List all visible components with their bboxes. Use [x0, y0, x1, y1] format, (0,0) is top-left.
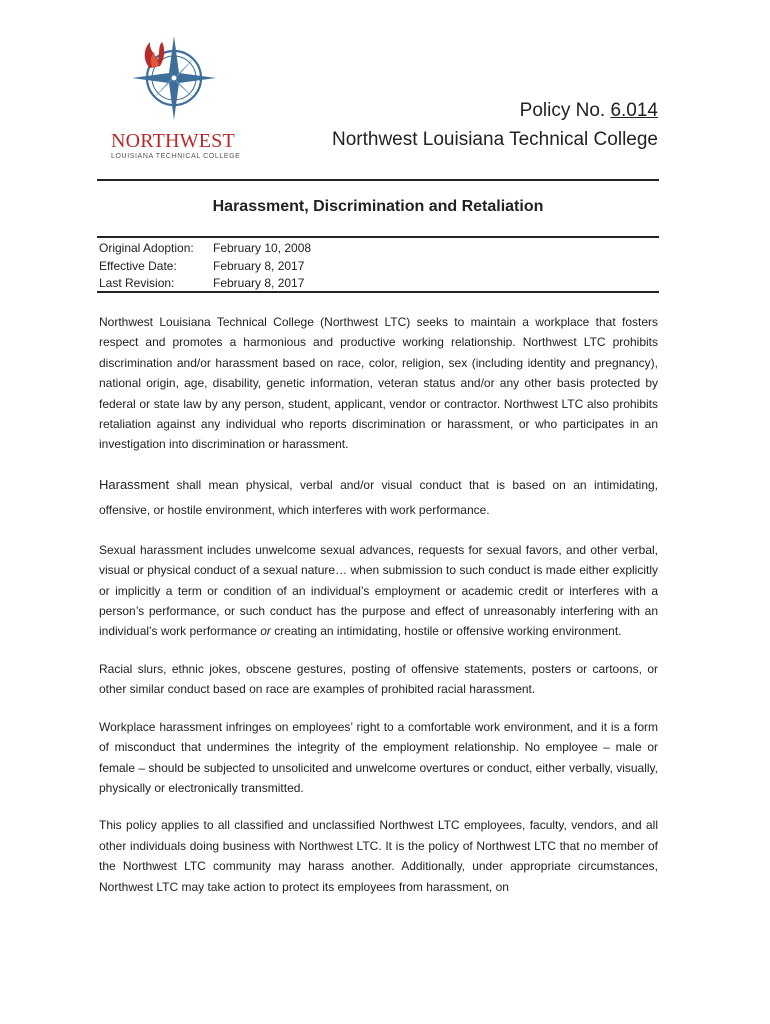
date-label: Effective Date: [99, 258, 177, 273]
paragraph-policy-scope: This policy applies to all classified and unclassified Northwest LTC employees, faculty, vendors, and all other individuals doing business with Northwest LTC. It is the policy of Northwest LTC that no member of the Northwest LTC community may harass another. Additionally, under appropriate circumstances, Northwest LTC may take action to protect its employees from harassment, on [99, 818, 658, 894]
date-label: Last Revision: [99, 276, 175, 290]
policy-number: 6.014 [610, 100, 658, 121]
emphasis-or: or [260, 624, 271, 639]
logo-wordmark: NORTHWEST [111, 130, 235, 152]
document-title: Harassment, Discrimination and Retaliation [212, 198, 544, 215]
logo-subwordmark: LOUISIANA TECHNICAL COLLEGE [111, 153, 241, 160]
college-logo [104, 34, 244, 164]
policy-prefix: Policy No. [519, 100, 611, 121]
policy-number-line [332, 96, 658, 125]
harassment-definition-text: shall mean physical, verbal and/or visual conduct that is based on an intimidating, offensive, or hostile environment, which interferes with work performance. [99, 477, 658, 517]
sexual-harassment-text-a: Sexual harassment includes unwelcome sexual advances, requests for sexual favors, and other verbal, visual or physical conduct of a sexual nature… when submission to such conduct is made either explicitly or implicitly a term or condition of an individual’s employment or academic credit or interferes with a person’s performance, or such conduct has the purpose and effect of unreasonably interfering with an individual’s work performance [99, 542, 658, 639]
policy-body [99, 312, 658, 914]
sexual-harassment-text-b: creating an intimidating, hostile or offensive working environment. [270, 624, 622, 639]
policy-header [332, 96, 658, 154]
compass-rose-flame-logo [122, 34, 222, 134]
paragraph-workplace-harassment: Workplace harassment infringes on employees’ right to a comfortable work environment, and it is a form of misconduct that undermines the integrity of the employment relationship. No employee – male or female – should be subjected to unsolicited and unwelcome overtures or conduct, either verbally, visually, physically or electronically transmitted. [99, 719, 658, 795]
date-row-original-adoption [99, 240, 311, 258]
date-value: February 10, 2008 [213, 241, 312, 255]
date-label: Original Adoption: [99, 241, 194, 255]
institution-name: Northwest Louisiana Technical College [331, 129, 658, 150]
paragraph-sexual-harassment [99, 540, 658, 642]
harassment-term: Harassment [99, 476, 170, 492]
header-divider [97, 179, 659, 181]
date-value: February 8, 2017 [213, 258, 305, 273]
paragraph-harassment-definition [99, 472, 658, 523]
title-divider [97, 236, 659, 238]
paragraph-racial-harassment: Racial slurs, ethnic jokes, obscene gestures, posting of offensive statements, posters or cartoons, or other similar conduct based on race are examples of prohibited racial harassment. [99, 661, 658, 697]
date-row-effective [99, 258, 311, 276]
dates-table [99, 240, 311, 293]
paragraph-purpose: Northwest Louisiana Technical College (Northwest LTC) seeks to maintain a workplace that fosters respect and promotes a harmonious and productive working relationship. Northwest LTC prohibits discrimination and/or harassment based on race, color, religion, sex (including identity and pregnancy), national origin, age, disability, genetic information, veteran status and/or any other basis protected by federal or state law by any person, student, applicant, vendor or contractor. Northwest LTC also prohibits retaliation against any individual who reports discrimination or harassment, or who participates in an investigation into discrimination or harassment. [99, 315, 658, 452]
dates-divider [97, 291, 659, 293]
date-row-last-revision [99, 275, 311, 293]
date-value: February 8, 2017 [213, 276, 305, 290]
